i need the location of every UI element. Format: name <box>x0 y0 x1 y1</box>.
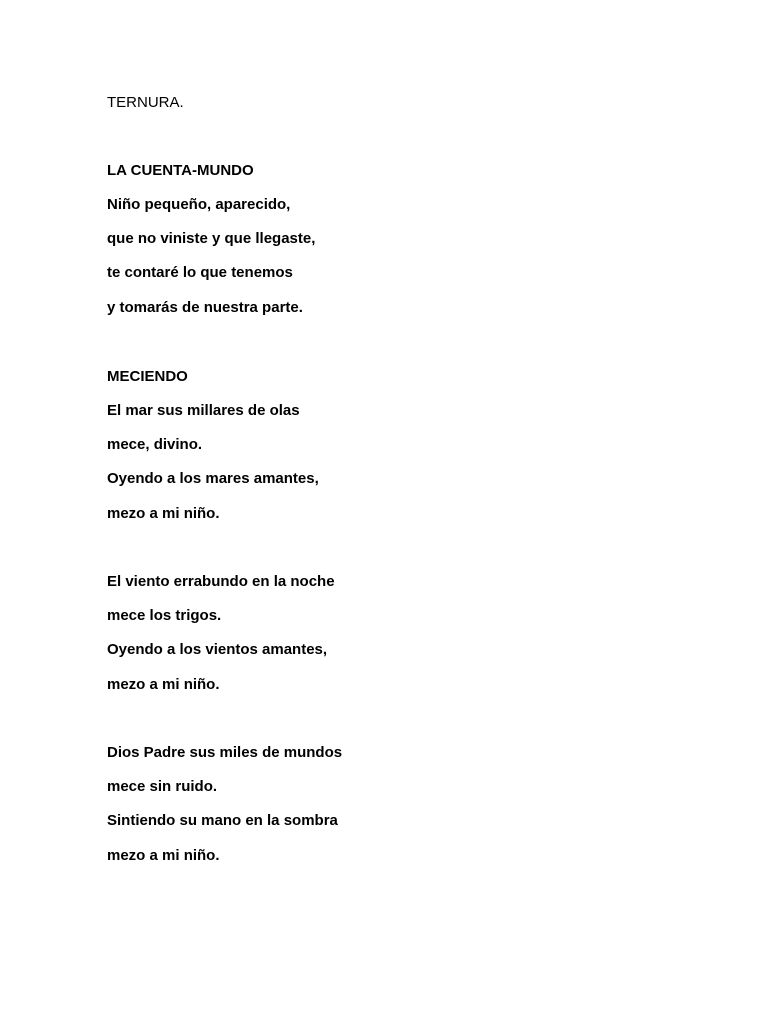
poem-line: mece los trigos. <box>107 607 222 624</box>
poem-line: mezo a mi niño. <box>107 676 220 693</box>
section-title: TERNURA. <box>107 94 184 111</box>
poem-line: El viento errabundo en la noche <box>107 573 335 590</box>
poem-line: El mar sus millares de olas <box>107 402 300 419</box>
poem-line: Sintiendo su mano en la sombra <box>107 812 338 829</box>
poem-line: Oyendo a los vientos amantes, <box>107 641 328 658</box>
poem-line: mece sin ruido. <box>107 778 218 795</box>
poem-title: MECIENDO <box>107 368 188 385</box>
poem-line: que no viniste y que llegaste, <box>107 230 316 247</box>
poem-line: Dios Padre sus miles de mundos <box>107 744 343 761</box>
poem-line: Niño pequeño, aparecido, <box>107 196 291 213</box>
poem-line: mezo a mi niño. <box>107 847 220 864</box>
poem-line: Oyendo a los mares amantes, <box>107 470 319 487</box>
poem-line: mece, divino. <box>107 436 203 453</box>
poem-line: te contaré lo que tenemos <box>107 264 293 281</box>
poem-title: LA CUENTA-MUNDO <box>107 162 254 179</box>
poem-line: mezo a mi niño. <box>107 505 220 522</box>
poem-line: y tomarás de nuestra parte. <box>107 299 303 316</box>
